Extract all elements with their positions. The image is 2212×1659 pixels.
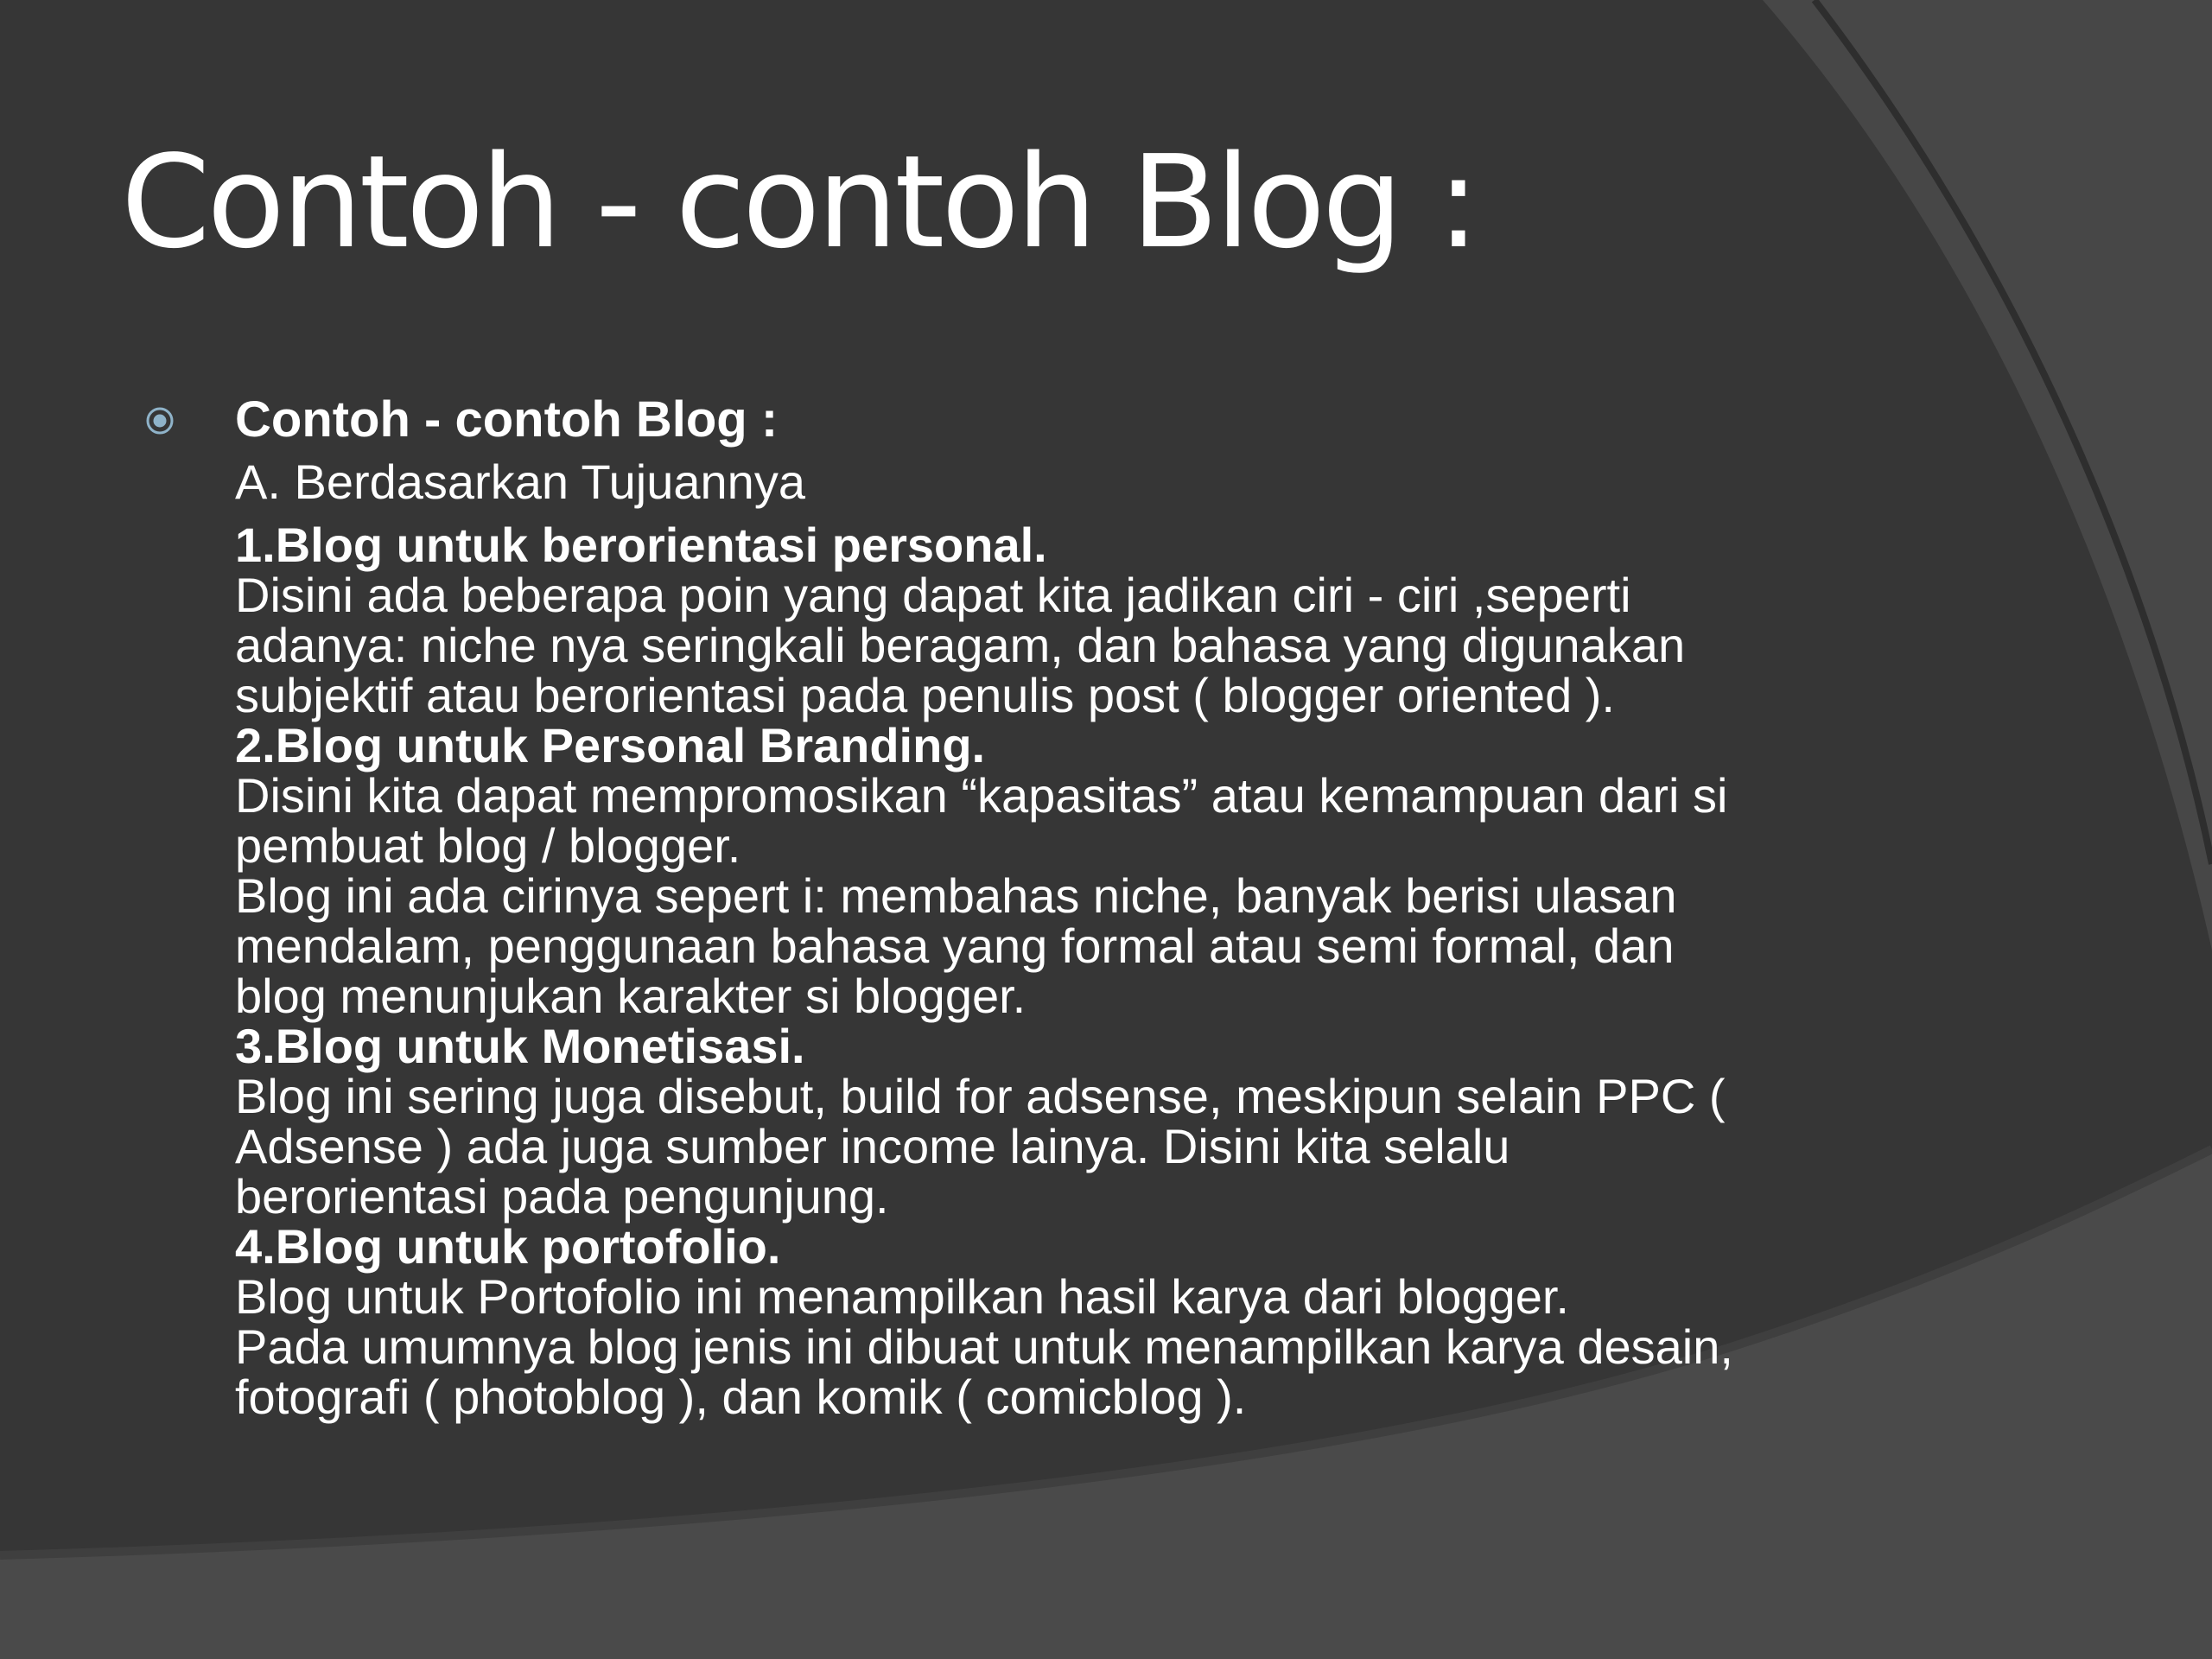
item-line: berorientasi pada pengunjung. <box>235 1169 889 1224</box>
item-line: subjektif atau berorientasi pada penulis post ( blogger oriented ). <box>235 668 1615 722</box>
slide-title: Contoh - contoh Blog : <box>121 128 1477 276</box>
section-subheading: A. Berdasarkan Tujuannya <box>235 454 805 509</box>
item-line: Blog ini ada cirinya sepert i: membahas niche, banyak berisi ulasan <box>235 868 1677 923</box>
item-line: mendalam, penggunaan bahasa yang formal atau semi formal, dan <box>235 918 1675 973</box>
item-line: fotografi ( photoblog ), dan komik ( comicblog ). <box>235 1370 1247 1424</box>
item-line: Blog ini sering juga disebut, build for adsense, meskipun selain PPC ( <box>235 1069 1726 1123</box>
bullet-heading: Contoh - contoh Blog : <box>235 391 779 448</box>
item-line: blog menunjukan karakter si blogger. <box>235 969 1027 1023</box>
circled-dot-icon <box>145 406 175 435</box>
item-title-personal-branding: 2.Blog untuk Personal Branding. <box>235 718 986 772</box>
item-title-portofolio: 4.Blog untuk portofolio. <box>235 1219 781 1274</box>
bullet-content <box>235 391 2015 1422</box>
item-line: Blog untuk Portofolio ini menampilkan hasil karya dari blogger. <box>235 1269 1569 1324</box>
item-line: Pada umumnya blog jenis ini dibuat untuk menampilkan karya desain, <box>235 1319 1733 1374</box>
item-title-personal: 1.Blog untuk berorientasi personal. <box>235 518 1047 572</box>
item-line: pembuat blog / blogger. <box>235 818 741 873</box>
item-line: Adsense ) ada juga sumber income lainya. Disini kita selalu <box>235 1119 1510 1173</box>
item-title-monetisasi: 3.Blog untuk Monetisasi. <box>235 1019 805 1073</box>
item-line: Disini ada beberapa poin yang dapat kita jadikan ciri - ciri ,seperti <box>235 568 1631 622</box>
item-line: Disini kita dapat mempromosikan “kapasitas” atau kemampuan dari si <box>235 768 1728 823</box>
item-line: adanya: niche nya seringkali beragam, dan bahasa yang digunakan <box>235 618 1686 672</box>
